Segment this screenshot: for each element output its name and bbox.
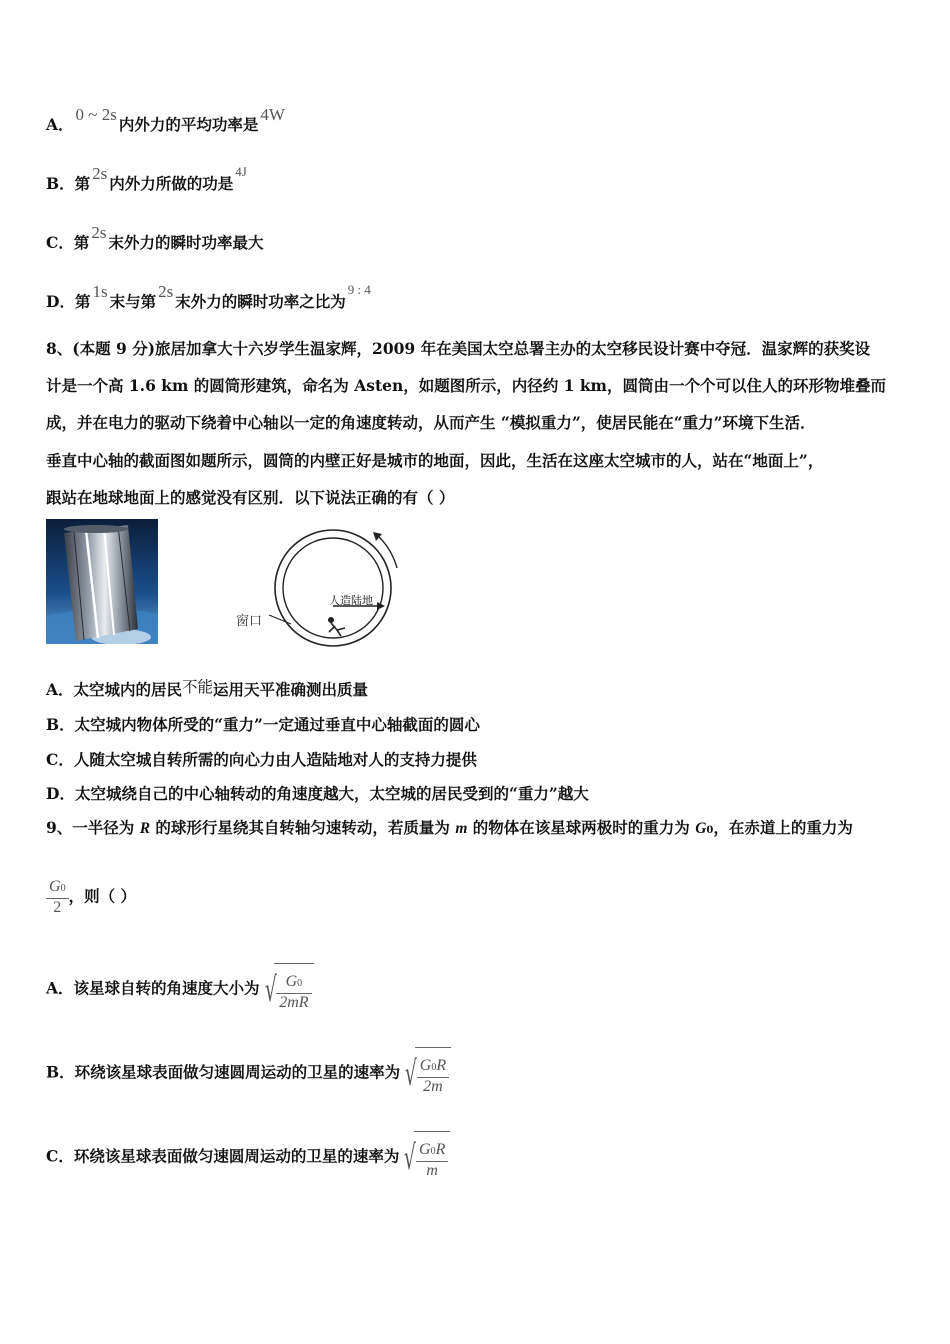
ring-diagram — [225, 520, 415, 650]
sqrt-expression: √ $\frac{G0}{2mR}$ — [260, 963, 314, 1016]
q9-option-a: A．该星球自转的角速度大小为 √ $\frac{G0}{2mR}$ — [46, 963, 314, 1016]
q7-option-d: D．第1s末与第2s末外力的瞬时功率之比为9 : 4 — [46, 282, 371, 311]
space-city-photo — [46, 519, 158, 644]
sqrt-expression: √ $\frac{G0R}{m}$ — [399, 1131, 450, 1184]
q7-option-c: C．第2s末外力的瞬时功率最大 — [46, 223, 264, 252]
math-expression: 2s — [91, 223, 107, 242]
label-artificial-land: 人造陆地 — [329, 594, 373, 607]
math-expression: 2s — [158, 282, 174, 301]
q8-option-b: B．太空城内物体所受的“重力”一定通过垂直中心轴截面的圆心 — [46, 715, 480, 734]
q8-stem-line: 计是一个高 1.6 km 的圆筒形建筑，命名为 Asten，如题图所示，内径约 1 km，圆筒由一个个可以住人的环形物堆叠而 — [46, 376, 886, 395]
math-expression: 2s — [92, 164, 108, 183]
q9-stem-cont: $\frac{G0}{2}$ ，则（ ） — [46, 878, 136, 917]
q8-stem-line: 成，并在电力的驱动下绕着中心轴以一定的角速度转动，从而产生 “模拟重力”，使居民能在“重力”环境下生活． — [46, 413, 816, 432]
fraction: $\frac{G0}{2}$ — [46, 878, 69, 917]
space-city-illustration — [46, 519, 158, 644]
q9-option-c: C．环绕该星球表面做匀速圆周运动的卫星的速率为 √ $\frac{G0R}{m}$ — [46, 1131, 450, 1184]
q8-stem-line: 垂直中心轴的截面图如题所示，圆筒的内壁正好是城市的地面，因此，生活在这座太空城市的人，站在“地面上”， — [46, 451, 824, 470]
q9-stem: 9、一半径为 R 的球形行星绕其自转轴匀速转动，若质量为 m 的物体在该星球两极时的重力为 G0，在赤道上的重力为 — [46, 818, 853, 837]
q8-option-d: D．太空城绕自己的中心轴转动的角速度越大，太空城的居民受到的“重力”越大 — [46, 784, 589, 803]
q7-option-b: B．第2s内外力所做的功是4J — [46, 164, 247, 193]
math-expression: 0 ~ 2s — [75, 105, 117, 124]
q8-option-c: C．人随太空城自转所需的向心力由人造陆地对人的支持力提供 — [46, 750, 477, 769]
sqrt-expression: √ $\frac{G0R}{2m}$ — [400, 1047, 451, 1100]
math-expression: 9 : 4 — [347, 282, 371, 297]
math-expression: 4W — [260, 105, 285, 124]
math-expression: 1s — [92, 282, 108, 301]
cross-section-diagram — [225, 520, 415, 650]
q8-stem-line: 跟站在地球地面上的感觉没有区别．以下说法正确的有（ ） — [46, 488, 455, 507]
math-expression: 4J — [235, 164, 247, 179]
label-window: 窗口 — [236, 614, 263, 629]
q8-option-a: A．太空城内的居民不能运用天平准确测出质量 — [46, 678, 369, 699]
q8-stem-line: 8、(本题 9 分)旅居加拿大十六岁学生温家辉，2009 年在美国太空总署主办的太空移民设计赛中夺冠．温家辉的获奖设 — [46, 339, 871, 358]
q7-option-a: A．0 ~ 2s内外力的平均功率是4W — [46, 105, 285, 134]
q9-option-b: B．环绕该星球表面做匀速圆周运动的卫星的速率为 √ $\frac{G0R}{2m}$ — [46, 1047, 451, 1100]
